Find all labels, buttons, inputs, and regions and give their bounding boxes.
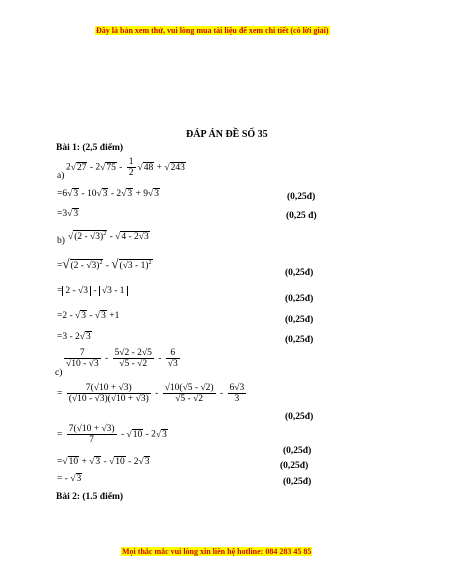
part-a-step1: =6√3 - 10√3 - 2√3 + 9√3: [57, 189, 159, 199]
part-a-label: a): [57, 171, 65, 181]
score-c2: (0,25đ): [283, 446, 312, 456]
part-a-step2: =3√3: [57, 209, 79, 219]
part-b-step4: =3 - 2√3: [57, 332, 91, 342]
score-c3: (0,25đ): [280, 461, 309, 471]
score-c4: (0,25đ): [283, 477, 312, 487]
hotline-banner: Mọi thắc mắc vui lòng xin liên hệ hotline: 084 283 45 85: [122, 547, 312, 556]
bai1-heading: Bài 1: (2,5 điểm): [56, 143, 124, 153]
page-title: ĐÁP ÁN ĐỀ SỐ 35: [186, 129, 268, 140]
part-b-label: b): [57, 236, 65, 246]
score-a2: (0,25 đ): [286, 211, 317, 221]
part-c-step3: =√10 + √3 - √10 - 2√3: [57, 457, 150, 467]
score-b4: (0,25đ): [285, 335, 314, 345]
part-b-step2: = 2 - √3 - √3 - 1: [57, 286, 128, 296]
score-c1: (0,25đ): [285, 412, 314, 422]
score-b3: (0,25đ): [285, 315, 314, 325]
score-a1: (0,25đ): [287, 192, 316, 202]
part-b-expression: √(2 - √3)$^2$ - √4 - 2√3: [68, 231, 149, 243]
part-c-label: c): [55, 368, 63, 378]
preview-banner: Đây là bản xem thử, vui lòng mua tài liệu để xem chi tiết (có lời giải): [96, 26, 329, 35]
score-b2: (0,25đ): [285, 294, 314, 304]
part-c-expression: $\frac{7}{√10 - √3}$ - $\frac{5√2 - 2√5}{√5 - √2}$ - $\frac{6}{√3}$: [66, 348, 178, 369]
part-c-step1: = $\frac{7(√10 + √3)}{(√10 - √3)(√10 + √3)}$ - $\frac{√10(√5 - √2)}{√5 - √2}$ - $\frac{6√3}{3}$: [57, 383, 245, 404]
part-b-step3: =2 - √3 - √3 +1: [57, 311, 120, 321]
part-c-step2: = $\frac{7(√10 + √3)}{7}$ - √10 - 2√3: [57, 424, 167, 445]
part-c-step4: = - √3: [57, 474, 82, 484]
score-b1: (0,25đ): [285, 268, 314, 278]
bai2-heading: Bài 2: (1.5 điểm): [56, 492, 124, 502]
part-a-expression: 2√27 - 2√75 - $\frac{1}{2}$ √48 + √243: [66, 157, 185, 178]
part-b-step1: =√(2 - √3)$^2$ - √(√3 - 1)$^2$: [57, 256, 152, 271]
